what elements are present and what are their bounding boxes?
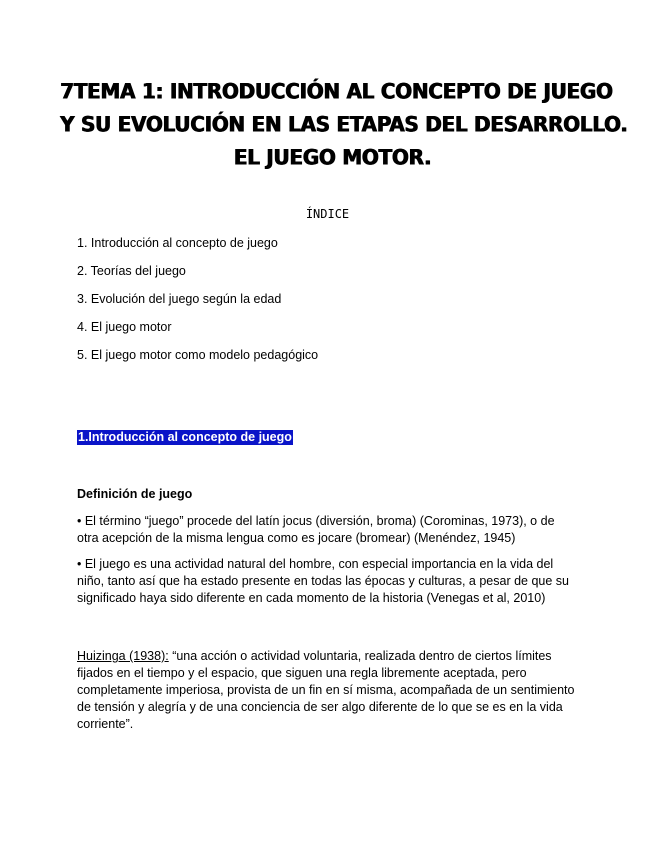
bullet-paragraph: • El juego es una actividad natural del hombre, con especial importancia en la vida del niño, tanto así que ha estado presente en todas las épocas y culturas, a pesar de que su significado haya sido diferente en cada momento de la historia (Venegas et al, 2010) xyxy=(77,557,569,605)
huizinga-quote xyxy=(77,648,577,733)
index-heading: ÍNDICE xyxy=(305,207,350,221)
bullet-paragraph: • El término “juego” procede del latín jocus (diversión, broma) (Corominas, 1973), o de otra acepción de la misma lengua como es jocare (bromear) (Menéndez, 1945) xyxy=(77,514,555,545)
quote-author: Huizinga (1938): xyxy=(77,649,169,663)
toc-item: 2. Teorías del juego xyxy=(77,264,186,278)
section-heading-highlighted[interactable]: 1.Introducción al concepto de juego xyxy=(78,430,292,444)
toc-item: 3. Evolución del juego según la edad xyxy=(77,292,282,306)
quote-text: “una acción o actividad voluntaria, realizada dentro de ciertos límites fijados en el tiempo y el espacio, que siguen una regla libremente aceptada, pero completamente imperiosa, provista de un fin en sí misma, acompañada de un sentimiento de tensión y alegría y de una conciencia de ser algo diferente de lo que se es en la vida corriente”. xyxy=(77,649,575,731)
title-line-1: 7TEMA 1: INTRODUCCIÓN AL CONCEPTO DE JUEGO xyxy=(60,78,613,104)
toc-item: 1. Introducción al concepto de juego xyxy=(77,236,278,250)
document-title xyxy=(60,75,628,174)
title-line-3: EL JUEGO MOTOR. xyxy=(233,144,432,170)
table-of-contents xyxy=(77,236,318,376)
definition-heading: Definición de juego xyxy=(77,487,193,501)
title-line-2: Y SU EVOLUCIÓN EN LAS ETAPAS DEL DESARROLLO. xyxy=(60,111,628,137)
toc-item: 5. El juego motor como modelo pedagógico xyxy=(77,348,319,362)
toc-item: 4. El juego motor xyxy=(77,320,172,334)
